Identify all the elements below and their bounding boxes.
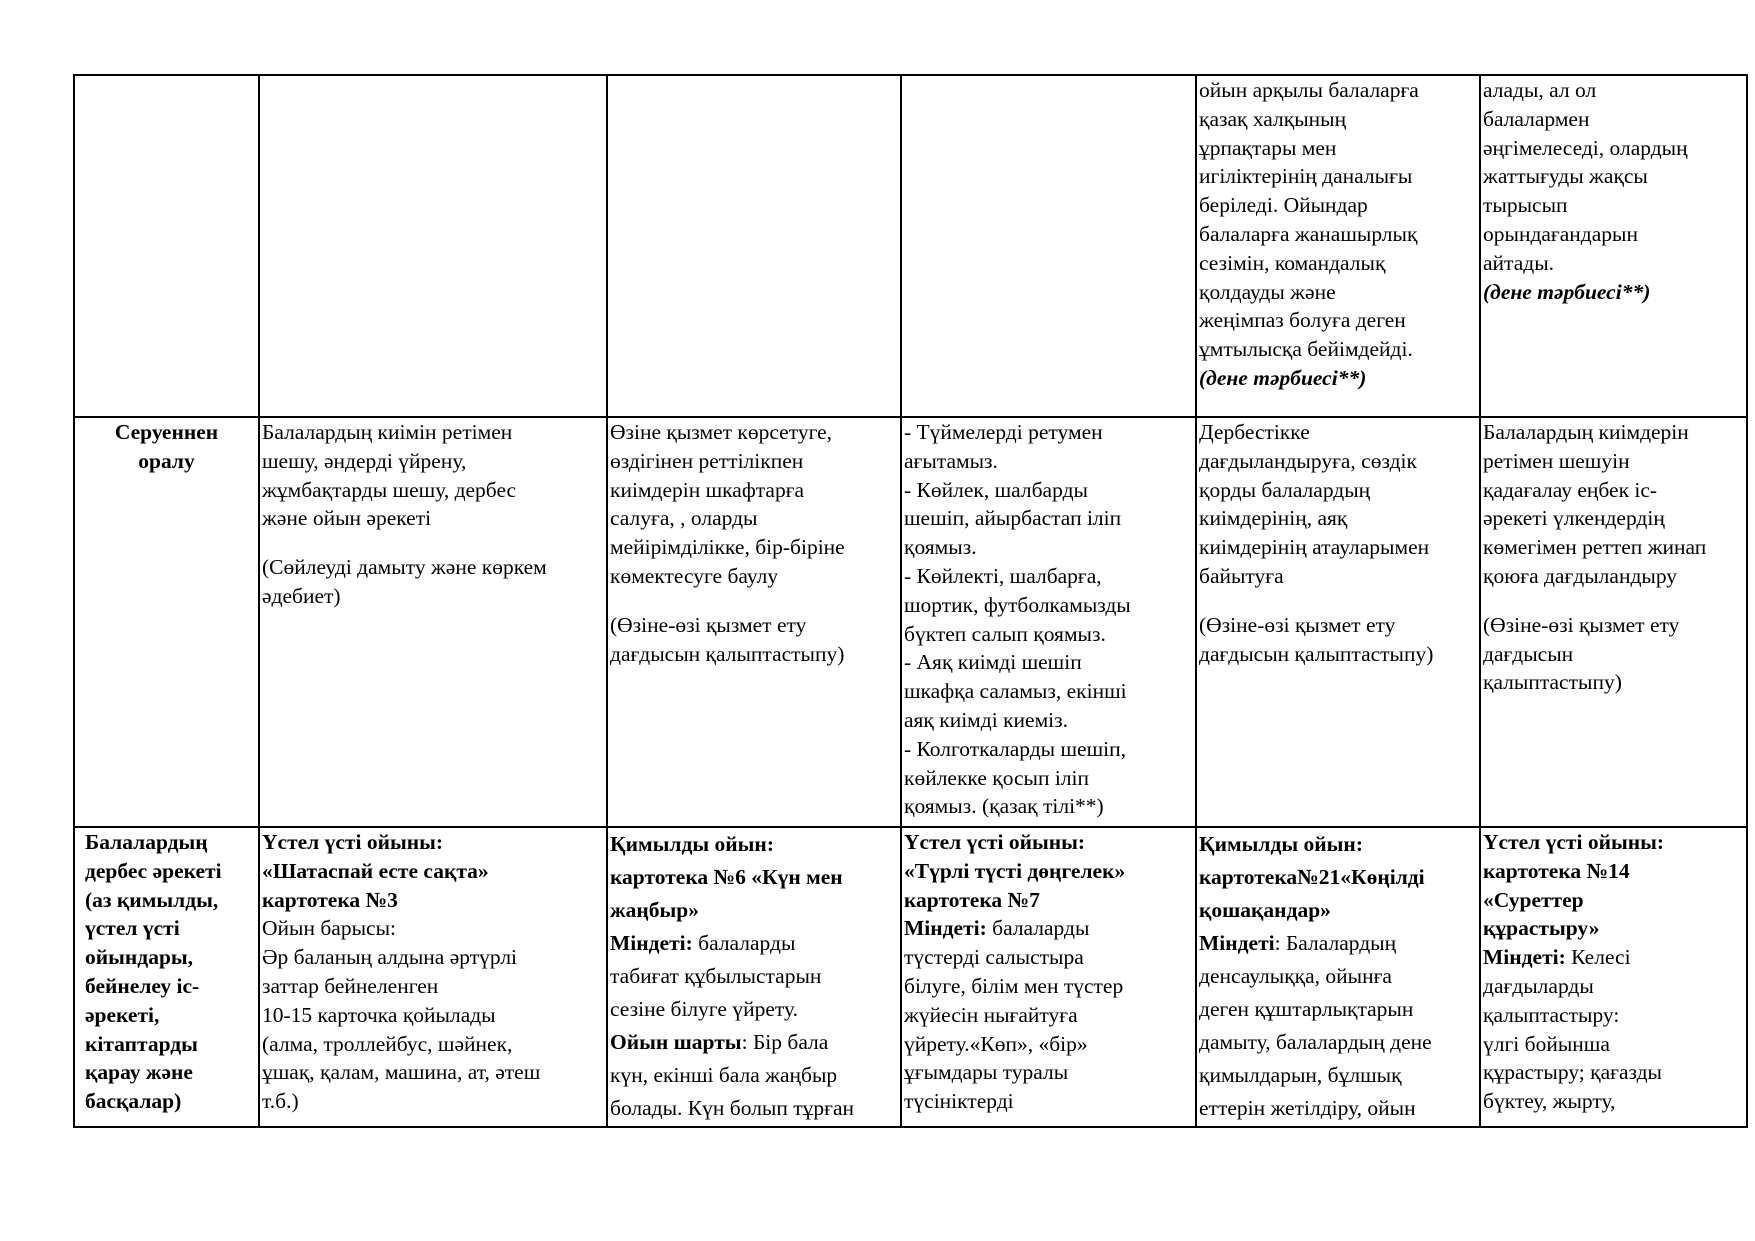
cell-line: балаларға жанашырлық <box>1199 221 1418 246</box>
label-text: : Бір бала <box>741 1030 829 1054</box>
spacer <box>262 533 604 553</box>
cell-line: тырысып <box>1483 193 1568 218</box>
game-title: «Түрлі түсті дөңгелек» <box>904 858 1126 883</box>
cell-line: ағытамыз. <box>904 448 998 473</box>
subject-tag: (дене тәрбиесі**) <box>1483 279 1651 304</box>
row-header-line: Балалардың <box>85 830 208 854</box>
row-header-line: үстел үсті <box>85 916 180 941</box>
cell-line: (Өзіне-өзі қызмет ету <box>610 612 807 637</box>
cell-line: бүктеп салып қоямыз. <box>904 621 1106 646</box>
cell-line: киімдерінің атауларымен <box>1199 535 1430 560</box>
cell-line: сезімін, командалық <box>1199 250 1386 275</box>
game-title: құрастыру» <box>1483 916 1600 941</box>
cell-line: балалармен <box>1483 106 1590 131</box>
table-cell <box>901 417 1196 827</box>
row-header-line: әрекеті, <box>85 1002 160 1027</box>
table-cell <box>1480 827 1747 1127</box>
game-title: Үстел үсті ойыны: <box>262 830 444 854</box>
cell-line: дағдыларды <box>1483 973 1594 998</box>
cell-line: көмектесуге баулу <box>610 563 779 588</box>
table-row <box>74 827 1747 1127</box>
cell-line: бүктеу, жырту, <box>1483 1089 1616 1114</box>
table-cell <box>259 827 607 1127</box>
label-text: балаларды <box>986 916 1090 941</box>
label: Міндеті <box>1199 931 1275 955</box>
cell-line: әңгімелеседі, олардың <box>1483 135 1688 160</box>
table-row <box>74 75 1747 417</box>
table-cell <box>259 417 607 827</box>
cell-line: қорды балалардың <box>1199 477 1371 502</box>
cell-line: ұмтылысқа бейімдейді. <box>1199 337 1413 362</box>
cell-line: киімдерін шкафтарға <box>610 477 805 502</box>
game-title: картотека №3 <box>262 887 398 912</box>
cell-line: шортик, футболкамызды <box>904 592 1131 617</box>
cell-line: Ойын барысы: <box>262 916 396 941</box>
cell-line: дамыту, балалардың дене <box>1199 1030 1432 1054</box>
cell-line: Дербестікке <box>1199 420 1310 444</box>
row-header-line: қарау және <box>85 1060 193 1085</box>
row-header-line: дербес әрекеті <box>85 858 222 883</box>
table-cell <box>1196 75 1480 417</box>
subject-tag: (дене тәрбиесі**) <box>1199 365 1367 390</box>
cell-line: шешу, әндерді үйрену, <box>262 448 467 473</box>
game-title: картотека №14 <box>1483 858 1630 883</box>
cell-line: шкафқа саламыз, екінші <box>904 679 1127 704</box>
cell-line: еттерін жетілдіру, ойын <box>1199 1096 1416 1120</box>
cell-line: ұшақ, қалам, машина, ат, әтеш <box>262 1060 541 1085</box>
label: Ойын шарты <box>610 1030 742 1054</box>
game-title: картотека №6 «Күн мен <box>610 865 843 889</box>
row-header-line: кітаптарды <box>85 1031 198 1056</box>
cell-line: қалыптастыпу) <box>1483 670 1622 695</box>
row-header-line: бейнелеу іс- <box>85 973 200 998</box>
label: Міндеті: <box>610 931 693 955</box>
cell-line: көмегімен реттеп жинап <box>1483 535 1707 560</box>
spacer <box>610 591 898 611</box>
cell-line: салуға, , оларды <box>610 506 758 531</box>
cell-line <box>610 927 898 960</box>
table-cell <box>1196 827 1480 1127</box>
table-cell <box>607 75 901 417</box>
cell-line: және ойын әрекеті <box>262 506 432 531</box>
label: Міндеті: <box>904 916 987 941</box>
cell-line: айтады. <box>1483 250 1555 275</box>
cell-line: (алма, троллейбус, шәйнек, <box>262 1031 513 1056</box>
cell-line: қоюға дағдыландыру <box>1483 563 1678 588</box>
cell-line: ұрпақтары мен <box>1199 135 1337 160</box>
cell-line: - Колготкаларды шешіп, <box>904 736 1127 761</box>
cell-line: қолдауды және <box>1199 279 1336 304</box>
cell-line: қоямыз. (қазақ тілі**) <box>904 794 1104 819</box>
game-title: қошақандар» <box>1199 898 1331 922</box>
cell-line: - Түймелерді ретумен <box>904 420 1103 444</box>
table-cell <box>901 75 1196 417</box>
cell-line: үйрету.«Көп», «бір» <box>904 1031 1088 1056</box>
cell-line: мейірімділікке, бір-біріне <box>610 535 845 560</box>
cell-line: - Көйлек, шалбарды <box>904 477 1088 502</box>
spacer <box>1483 591 1744 611</box>
cell-line: қадағалау еңбек іс- <box>1483 477 1658 502</box>
cell-line: табиғат құбылыстарын <box>610 964 822 988</box>
cell-line: құрастыру; қағазды <box>1483 1060 1662 1085</box>
cell-line: (Өзіне-өзі қызмет ету <box>1483 612 1680 637</box>
cell-line: үлгі бойынша <box>1483 1031 1610 1056</box>
game-title: Қимылды ойын: <box>610 832 774 856</box>
cell-line: 10-15 карточка қойылады <box>262 1002 496 1027</box>
cell-line: Әр баланың алдына әртүрлі <box>262 945 518 970</box>
cell-line: ұғымдары туралы <box>904 1060 1069 1085</box>
cell-line <box>610 1026 898 1059</box>
cell-line <box>904 914 1193 943</box>
cell-line: ойын арқылы балаларға <box>1199 78 1419 102</box>
cell-line: - Көйлекті, шалбарға, <box>904 563 1102 588</box>
game-title: жаңбыр» <box>610 898 699 922</box>
cell-line: орындағандарын <box>1483 221 1638 246</box>
cell-line: қалыптастыру: <box>1483 1002 1620 1027</box>
cell-line: сезіне білуге үйрету. <box>610 997 798 1021</box>
cell-line: әрекеті үлкендердің <box>1483 506 1665 531</box>
cell-line: шешіп, айырбастап іліп <box>904 506 1122 531</box>
cell-line: күн, екінші бала жаңбыр <box>610 1063 838 1087</box>
cell-line: Өзіне қызмет көрсетуге, <box>610 420 833 444</box>
cell-line: әдебиет) <box>262 583 341 608</box>
cell-line: киімдерінің, аяқ <box>1199 506 1348 531</box>
cell-line: көйлекке қосып іліп <box>904 765 1090 790</box>
spacer <box>1199 591 1477 611</box>
table-cell <box>1196 417 1480 827</box>
row-header-line: ойындары, <box>85 945 194 970</box>
cell-line: дағдысын қалыптастыпу) <box>1199 641 1434 666</box>
cell-line: жаттығуды жақсы <box>1483 164 1648 189</box>
cell-line <box>1199 927 1477 960</box>
cell-line <box>1483 943 1744 972</box>
table-cell <box>259 75 607 417</box>
game-title: Үстел үсті ойыны: <box>1483 830 1665 854</box>
cell-line: білуге, білім мен түстер <box>904 973 1124 998</box>
label-text: Келесі <box>1565 945 1631 970</box>
cell-line: игіліктерінің даналығы <box>1199 164 1413 189</box>
cell-line: жүйесін нығайтуға <box>904 1002 1078 1027</box>
row-header-line: оралу <box>138 448 195 473</box>
cell-line: өздігінен реттілікпен <box>610 448 804 473</box>
cell-line: Балалардың киімдерін <box>1483 420 1689 444</box>
cell-line: аяқ киімді киеміз. <box>904 707 1069 732</box>
table-cell <box>607 417 901 827</box>
table-cell <box>607 827 901 1127</box>
table-cell <box>74 75 259 417</box>
cell-line: т.б.) <box>262 1089 299 1114</box>
game-title: Үстел үсті ойыны: <box>904 830 1086 854</box>
cell-line: ретімен шешуін <box>1483 448 1630 473</box>
label-text: балаларды <box>692 931 796 955</box>
table-cell <box>1480 75 1747 417</box>
cell-line: беріледі. Ойындар <box>1199 193 1368 218</box>
cell-line: байытуға <box>1199 563 1284 588</box>
row-header <box>74 827 259 1127</box>
row-header <box>74 417 259 827</box>
cell-line: болады. Күн болып тұрған <box>610 1096 855 1120</box>
cell-line: түсініктерді <box>904 1089 1014 1114</box>
cell-line: жұмбақтарды шешу, дербес <box>262 477 517 502</box>
cell-line: заттар бейнеленген <box>262 973 439 998</box>
table-cell <box>1480 417 1747 827</box>
cell-line: (Өзіне-өзі қызмет ету <box>1199 612 1396 637</box>
cell-line: дағдыландыруға, сөздік <box>1199 448 1417 473</box>
cell-line: (Сөйлеуді дамыту және көркем <box>262 555 547 580</box>
cell-line: дағдысын қалыптастыпу) <box>610 641 845 666</box>
game-title: «Суреттер <box>1483 887 1584 912</box>
cell-line: деген құштарлықтарын <box>1199 997 1414 1021</box>
cell-line: қимылдарын, бұлшық <box>1199 1063 1402 1087</box>
game-title: Қимылды ойын: <box>1199 832 1363 856</box>
cell-line: - Аяқ киімді шешіп <box>904 650 1082 675</box>
label: Міндеті: <box>1483 945 1566 970</box>
cell-line: жеңімпаз болуға деген <box>1199 308 1406 333</box>
game-title: картотека №7 <box>904 887 1040 912</box>
row-header-line: Серуеннен <box>114 420 219 444</box>
cell-line: қоямыз. <box>904 535 977 560</box>
table-row <box>74 417 1747 827</box>
row-header-line: (аз қимылды, <box>85 887 219 912</box>
cell-line: алады, ал ол <box>1483 78 1597 102</box>
table-cell <box>901 827 1196 1127</box>
game-title: «Шатаспай есте сақта» <box>262 858 489 883</box>
row-header-line: басқалар) <box>85 1089 182 1114</box>
cell-line: қазақ халқының <box>1199 106 1347 131</box>
cell-line: дағдысын <box>1483 641 1574 666</box>
game-title: картотека№21«Көңілді <box>1199 865 1425 889</box>
cell-line: денсаулыққа, ойынға <box>1199 964 1392 988</box>
cell-line: түстерді салыстыра <box>904 945 1084 970</box>
lesson-plan-table <box>73 74 1748 1128</box>
cell-line: Балалардың киімін ретімен <box>262 420 513 444</box>
label-text: : Балалардың <box>1274 931 1397 955</box>
